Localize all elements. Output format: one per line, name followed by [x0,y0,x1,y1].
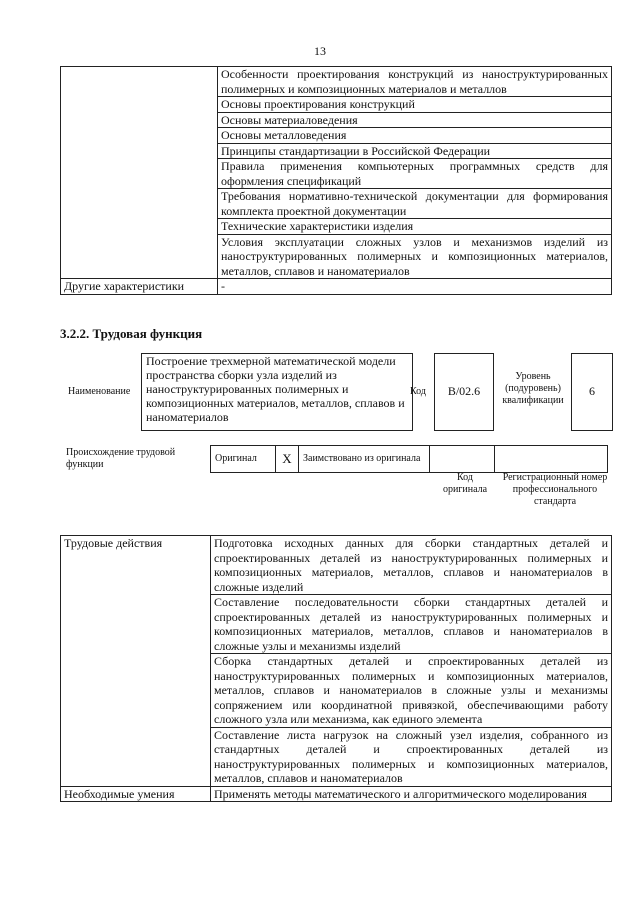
code-value: B/02.6 [447,384,481,398]
table-cell: Правила применения компьютерных программных средств для оформления спецификаций [218,159,612,189]
function-name: Построение трехмерной математической модели пространства сборки узла изделий из наноструктурированных полимерных и композиционных материалов, металлов, сплавов и наноматериалов [146,354,405,424]
origin-table [210,445,608,473]
knowledge-table [60,66,612,295]
table-cell: Основы материаловедения [218,112,612,128]
reg-number-label: Регистрационный номер профессионального стандарта [502,472,608,507]
actions-table [60,535,612,802]
level-label: Уровень (подуровень) квалификации [502,371,564,406]
other-characteristics-value: - [218,279,612,295]
table-cell: Технические характеристики изделия [218,219,612,235]
action-item: Подготовка исходных данных для сборки стандартных деталей и спроектированных деталей из наноструктурированных полимерных и композиционных материалов, металлов, сплавов и наноматериалов в сложные изделий [211,536,612,595]
code-original-label: Код оригинала [442,472,488,495]
empty-label-cell [61,67,218,279]
level-box [571,353,613,431]
level-value: 6 [589,384,595,398]
table-cell: Принципы стандартизации в Российской Федерации [218,143,612,159]
section-title: 3.2.2. Трудовая функция [60,326,203,341]
page-number: 13 [314,44,326,58]
reg-number-cell [495,446,608,473]
name-label: Наименование [68,386,131,397]
code-original-cell [430,446,495,473]
table-cell: Требования нормативно-технической документации для формирования комплекта проектной документации [218,189,612,219]
code-box [434,353,494,431]
function-name-box [141,353,413,431]
borrowed-label: Заимствовано из оригинала [299,446,430,473]
original-label: Оригинал [211,446,276,473]
code-label: Код [410,386,426,397]
skills-label: Необходимые умения [61,786,211,802]
original-mark: X [276,446,299,473]
other-characteristics-label: Другие характеристики [61,279,218,295]
table-cell: Основы проектирования конструкций [218,97,612,113]
origin-label: Происхождение трудовой функции [66,447,176,470]
action-item: Составление последовательности сборки стандартных деталей и спроектированных деталей из наноструктурированных полимерных и композиционных материалов, металлов, сплавов и наноматериалов в сложные узлы и механизмы изделий [211,595,612,654]
skill-item: Применять методы математического и алгоритмического моделирования [211,786,612,802]
action-item: Составление листа нагрузок на сложный узел изделия, собранного из стандартных деталей и спроектированных деталей из наноструктурированных полимерных и композиционных материалов, металлов, сплавов и наноматериалов [211,727,612,786]
table-cell: Особенности проектирования конструкций из наноструктурированных полимерных и композиционных материалов и металлов [218,67,612,97]
actions-label: Трудовые действия [61,536,211,787]
action-item: Сборка стандартных деталей и спроектированных деталей из наноструктурированных полимерных и композиционных материалов, металлов, сплавов и наноматериалов в сложные узлы и механизмы сопряжением или координатной привязкой, обеспечивающими работу сложного узла или механизма, как единого элемента [211,654,612,728]
table-cell: Основы металловедения [218,128,612,144]
table-cell: Условия эксплуатации сложных узлов и механизмов изделий из наноструктурированных полимерных и композиционных материалов, металлов, сплавов и наноматериалов [218,234,612,279]
